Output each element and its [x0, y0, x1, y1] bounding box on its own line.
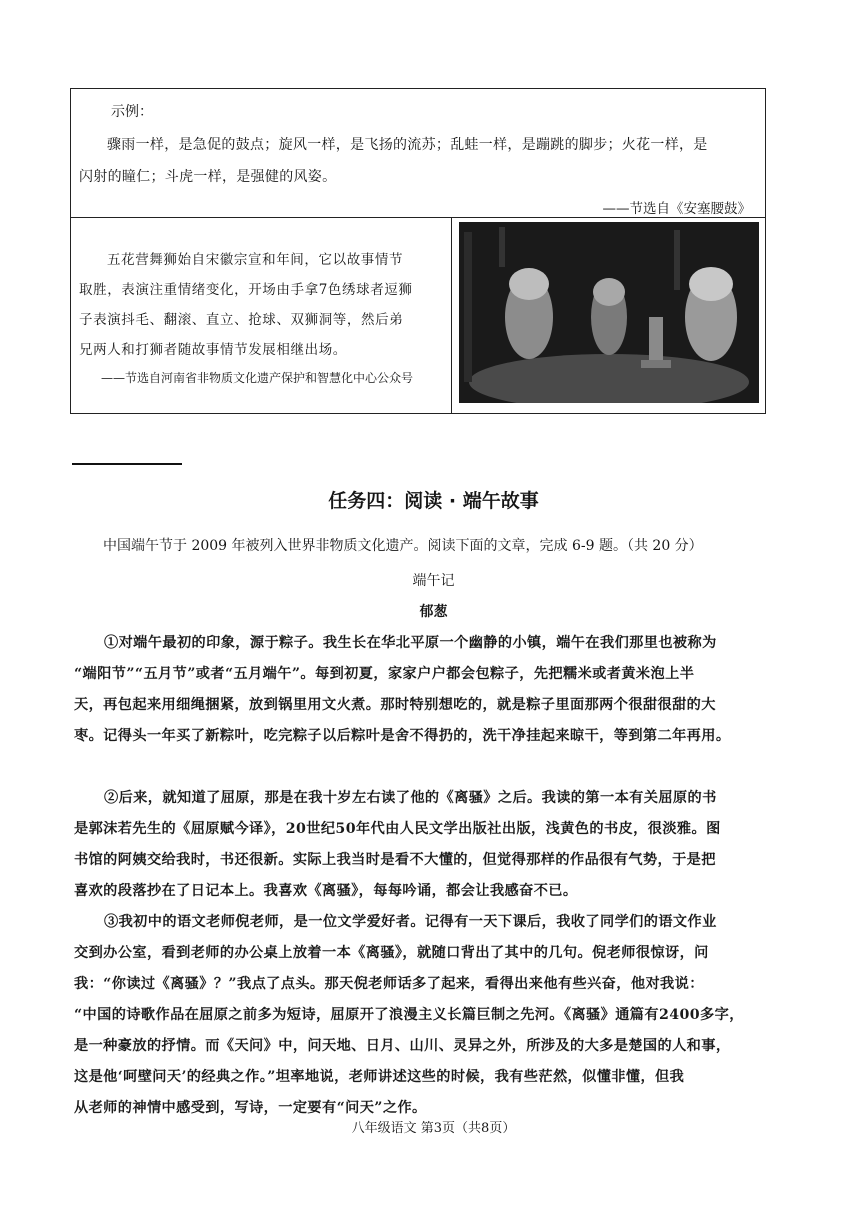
paragraph-1-line: “端阳节”“五月节”或者“五月端午”。每到初夏，家家户户都会包粽子，先把糯米或者黄米泡上半 — [74, 666, 695, 682]
lion-dance-text-line: 兄两人和打狮者随故事情节发展相继出场。 — [79, 342, 347, 358]
section-title: 任务四：阅读 · 端午故事 — [328, 490, 539, 512]
lion-dance-source: ——节选自河南省非物质文化遗产保护和智慧化中心公众号 — [101, 371, 414, 385]
paragraph-1-line: 枣。记得头一年买了新粽叶，吃完粽子以后粽叶是舍不得扔的，洗干净挂起来晾干，等到第二年再用。 — [74, 728, 731, 744]
section-divider — [72, 463, 182, 465]
paragraph-3-line: 这是他‘呵壁问天’的经典之作。”坦率地说，老师讲述这些的时候，我有些茫然，似懂非懂，但我 — [74, 1069, 685, 1085]
paragraph-3-line: 我：“你读过《离骚》？”我点了点头。那天倪老师话多了起来，看得出来他有些兴奋，他对我说： — [74, 976, 704, 992]
paragraph-3-line: 交到办公室，看到老师的办公桌上放着一本《离骚》，就随口背出了其中的几句。倪老师很惊讶，问 — [74, 945, 709, 961]
lion-dance-photo — [459, 222, 759, 403]
paragraph-2-line: 是郭沫若先生的《屈原赋今译》，20世纪50年代由人民文学出版社出版，浅黄色的书皮，很淡雅。图 — [74, 821, 721, 837]
example-label: 示例： — [111, 104, 153, 120]
example-text-line: 骤雨一样，是急促的鼓点；旋风一样，是飞扬的流苏；乱蛙一样，是蹦跳的脚步；火花一样，是 — [107, 137, 708, 153]
essay-title: 端午记 — [412, 573, 455, 589]
essay-author: 郁葱 — [419, 604, 448, 620]
lion-dance-text-line: 取胜，表演注重情绪变化，开场由手拿7色绣球者逗狮 — [79, 282, 413, 298]
lion-dance-photo-image — [459, 222, 759, 403]
example-source: ——节选自《安塞腰鼓》 — [602, 201, 751, 217]
lion-dance-text-line: 五花营舞狮始自宋徽宗宣和年间，它以故事情节 — [107, 252, 404, 268]
paragraph-3-line: 从老师的神情中感受到，写诗，一定要有“问天”之作。 — [74, 1100, 427, 1116]
paragraph-2-line: 书馆的阿姨交给我时，书还很新。实际上我当时是看不大懂的，但觉得那样的作品很有气势，于是把 — [74, 852, 716, 868]
lion-dance-text-cell — [71, 218, 452, 413]
lion-dance-text-line: 子表演抖毛、翻滚、直立、抢球、双狮洞等，然后弟 — [79, 312, 404, 328]
paragraph-2-line: ②后来，就知道了屈原，那是在我十岁左右读了他的《离骚》之后。我读的第一本有关屈原的书 — [104, 790, 717, 806]
paragraph-2-line: 喜欢的段落抄在了日记本上。我喜欢《离骚》，每每吟诵，都会让我感奋不已。 — [74, 883, 578, 899]
example-cell-lion-dance — [71, 218, 765, 413]
paragraph-3-line: 是一种豪放的抒情。而《天问》中，问天地、日月、山川、灵异之外，所涉及的大多是楚国的人和事， — [74, 1038, 731, 1054]
paragraph-3-line: “中国的诗歌作品在屈原之前多为短诗，屈原开了浪漫主义长篇巨制之先河。《离骚》通篇有2400多字， — [74, 1007, 744, 1023]
paragraph-3-line: ③我初中的语文老师倪老师，是一位文学爱好者。记得有一天下课后，我收了同学们的语文作业 — [104, 914, 717, 930]
section-instructions: 中国端午节于 2009 年被列入世界非物质文化遗产。阅读下面的文章，完成 6-9 题。（共 20 分） — [103, 538, 703, 554]
paragraph-1-line: ①对端午最初的印象，源于粽子。我生长在华北平原一个幽静的小镇，端午在我们那里也被称为 — [104, 635, 717, 651]
example-text-line: 闪射的瞳仁；斗虎一样，是强健的风姿。 — [79, 169, 337, 185]
paragraph-1-line: 天，再包起来用细绳捆紧，放到锅里用文火煮。那时特别想吃的，就是粽子里面那两个很甜很甜的大 — [74, 697, 716, 713]
page-footer: 八年级语文 第3页（共8页） — [351, 1121, 516, 1136]
example-table — [70, 88, 766, 414]
example-cell-waist-drum — [71, 89, 765, 218]
